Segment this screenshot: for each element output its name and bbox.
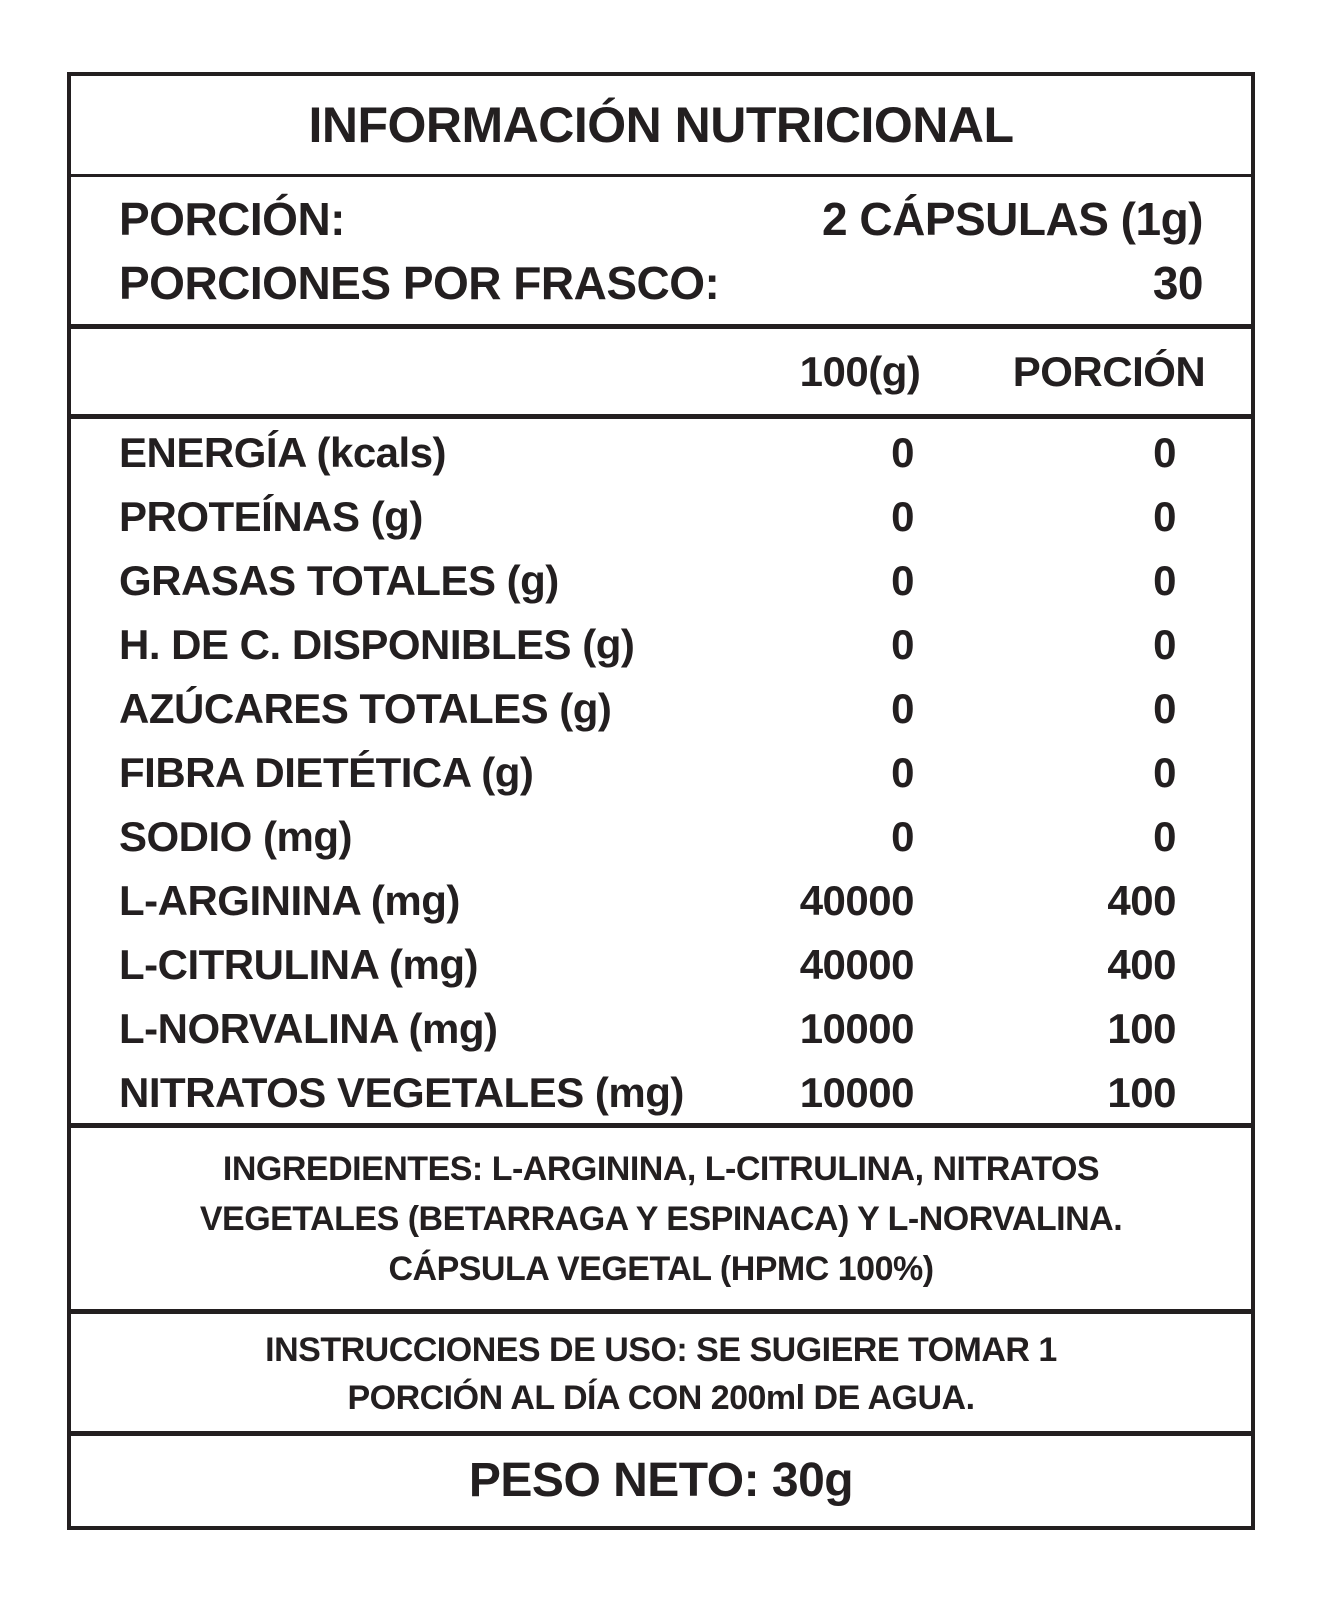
- nutrient-name: AZÚCARES TOTALES (g): [119, 685, 612, 732]
- serving-section: [71, 177, 1251, 329]
- row-end-spacer: [1238, 613, 1251, 677]
- nutrient-name: ENERGÍA (kcals): [119, 429, 447, 476]
- nutrient-value-per-portion: 400: [1107, 877, 1176, 924]
- table-row: [71, 805, 1251, 869]
- serving-row: [71, 251, 1251, 315]
- table-row: [71, 741, 1251, 805]
- ingredients-section: [71, 1128, 1251, 1314]
- table-row: [71, 421, 1251, 485]
- nutrient-value-per-portion: 100: [1107, 1069, 1176, 1116]
- nutrient-value-per-100g: 0: [891, 557, 914, 604]
- nutrient-value-per-100g: 40000: [799, 941, 914, 988]
- nutrient-value-per-portion: 400: [1107, 941, 1176, 988]
- table-row: [71, 613, 1251, 677]
- serving-row-value: 2 CÁPSULAS (1g): [822, 193, 1203, 245]
- nutrient-name: L-NORVALINA (mg): [119, 1005, 498, 1052]
- nutrient-name: NITRATOS VEGETALES (mg): [119, 1069, 684, 1116]
- nutrient-value-per-portion: 0: [1153, 621, 1176, 668]
- row-end-spacer: [1238, 997, 1251, 1061]
- nutrient-value-per-portion: 0: [1153, 749, 1176, 796]
- nutrient-table: [71, 419, 1251, 1128]
- title-section: [71, 76, 1251, 177]
- table-row: [71, 677, 1251, 741]
- nutrient-value-per-100g: 10000: [799, 1069, 914, 1116]
- nutrition-facts-panel: [67, 72, 1255, 1530]
- nutrient-value-per-100g: 0: [891, 749, 914, 796]
- nutrient-value-per-100g: 10000: [799, 1005, 914, 1052]
- nutrient-name: L-ARGININA (mg): [119, 877, 460, 924]
- nutrient-name: FIBRA DIETÉTICA (g): [119, 749, 534, 796]
- serving-row-label: PORCIONES POR FRASCO:: [119, 257, 720, 309]
- ingredients-line: INGREDIENTES: L-ARGININA, L-CITRULINA, NITRATOS: [222, 1150, 1100, 1188]
- table-row: [71, 997, 1251, 1061]
- row-end-spacer: [1238, 741, 1251, 805]
- row-end-spacer: [1238, 869, 1251, 933]
- instructions-line: INSTRUCCIONES DE USO: SE SUGIERE TOMAR 1: [265, 1331, 1057, 1369]
- table-row: [71, 933, 1251, 997]
- serving-row-value: 30: [1152, 257, 1203, 309]
- row-end-spacer: [1238, 805, 1251, 869]
- nutrient-name: L-CITRULINA (mg): [119, 941, 479, 988]
- row-end-spacer: [1238, 421, 1251, 485]
- nutrient-value-per-100g: 0: [891, 621, 914, 668]
- row-end-spacer: [1238, 933, 1251, 997]
- nutrient-name: GRASAS TOTALES (g): [119, 557, 559, 604]
- nutrient-value-per-portion: 0: [1153, 429, 1176, 476]
- row-end-spacer: [1238, 485, 1251, 549]
- serving-row: [71, 187, 1251, 251]
- panel-title: INFORMACIÓN NUTRICIONAL: [308, 97, 1014, 153]
- table-row: [71, 549, 1251, 613]
- row-end-spacer: [1238, 549, 1251, 613]
- table-row: [71, 1061, 1251, 1125]
- nutrient-value-per-portion: 0: [1153, 493, 1176, 540]
- nutrient-value-per-portion: 100: [1107, 1005, 1176, 1052]
- instructions-section: [71, 1314, 1251, 1436]
- ingredients-line: VEGETALES (BETARRAGA Y ESPINACA) Y L-NORVALINA.: [199, 1200, 1123, 1238]
- nutrient-value-per-100g: 40000: [799, 877, 914, 924]
- net-weight-section: [71, 1436, 1251, 1526]
- ingredients-line: CÁPSULA VEGETAL (HPMC 100%): [388, 1250, 934, 1288]
- nutrient-value-per-100g: 0: [891, 813, 914, 860]
- nutrient-name: SODIO (mg): [119, 813, 352, 860]
- nutrient-value-per-portion: 0: [1153, 557, 1176, 604]
- nutrient-value-per-portion: 0: [1153, 813, 1176, 860]
- table-row: [71, 485, 1251, 549]
- nutrient-value-per-100g: 0: [891, 685, 914, 732]
- nutrient-value-per-100g: 0: [891, 429, 914, 476]
- serving-row-label: PORCIÓN:: [119, 193, 345, 245]
- col-header-per-portion: PORCIÓN: [1012, 347, 1206, 395]
- row-end-spacer: [1238, 677, 1251, 741]
- table-row: [71, 869, 1251, 933]
- net-weight-text: PESO NETO: 30g: [468, 1454, 854, 1507]
- nutrient-name: PROTEÍNAS (g): [119, 493, 423, 540]
- column-header-row: [71, 329, 1251, 419]
- row-end-spacer: [1238, 1061, 1251, 1125]
- col-header-per-100g: 100(g): [799, 347, 921, 395]
- nutrient-name: H. DE C. DISPONIBLES (g): [119, 621, 635, 668]
- nutrient-value-per-100g: 0: [891, 493, 914, 540]
- nutrient-value-per-portion: 0: [1153, 685, 1176, 732]
- instructions-line: PORCIÓN AL DÍA CON 200ml DE AGUA.: [347, 1379, 975, 1417]
